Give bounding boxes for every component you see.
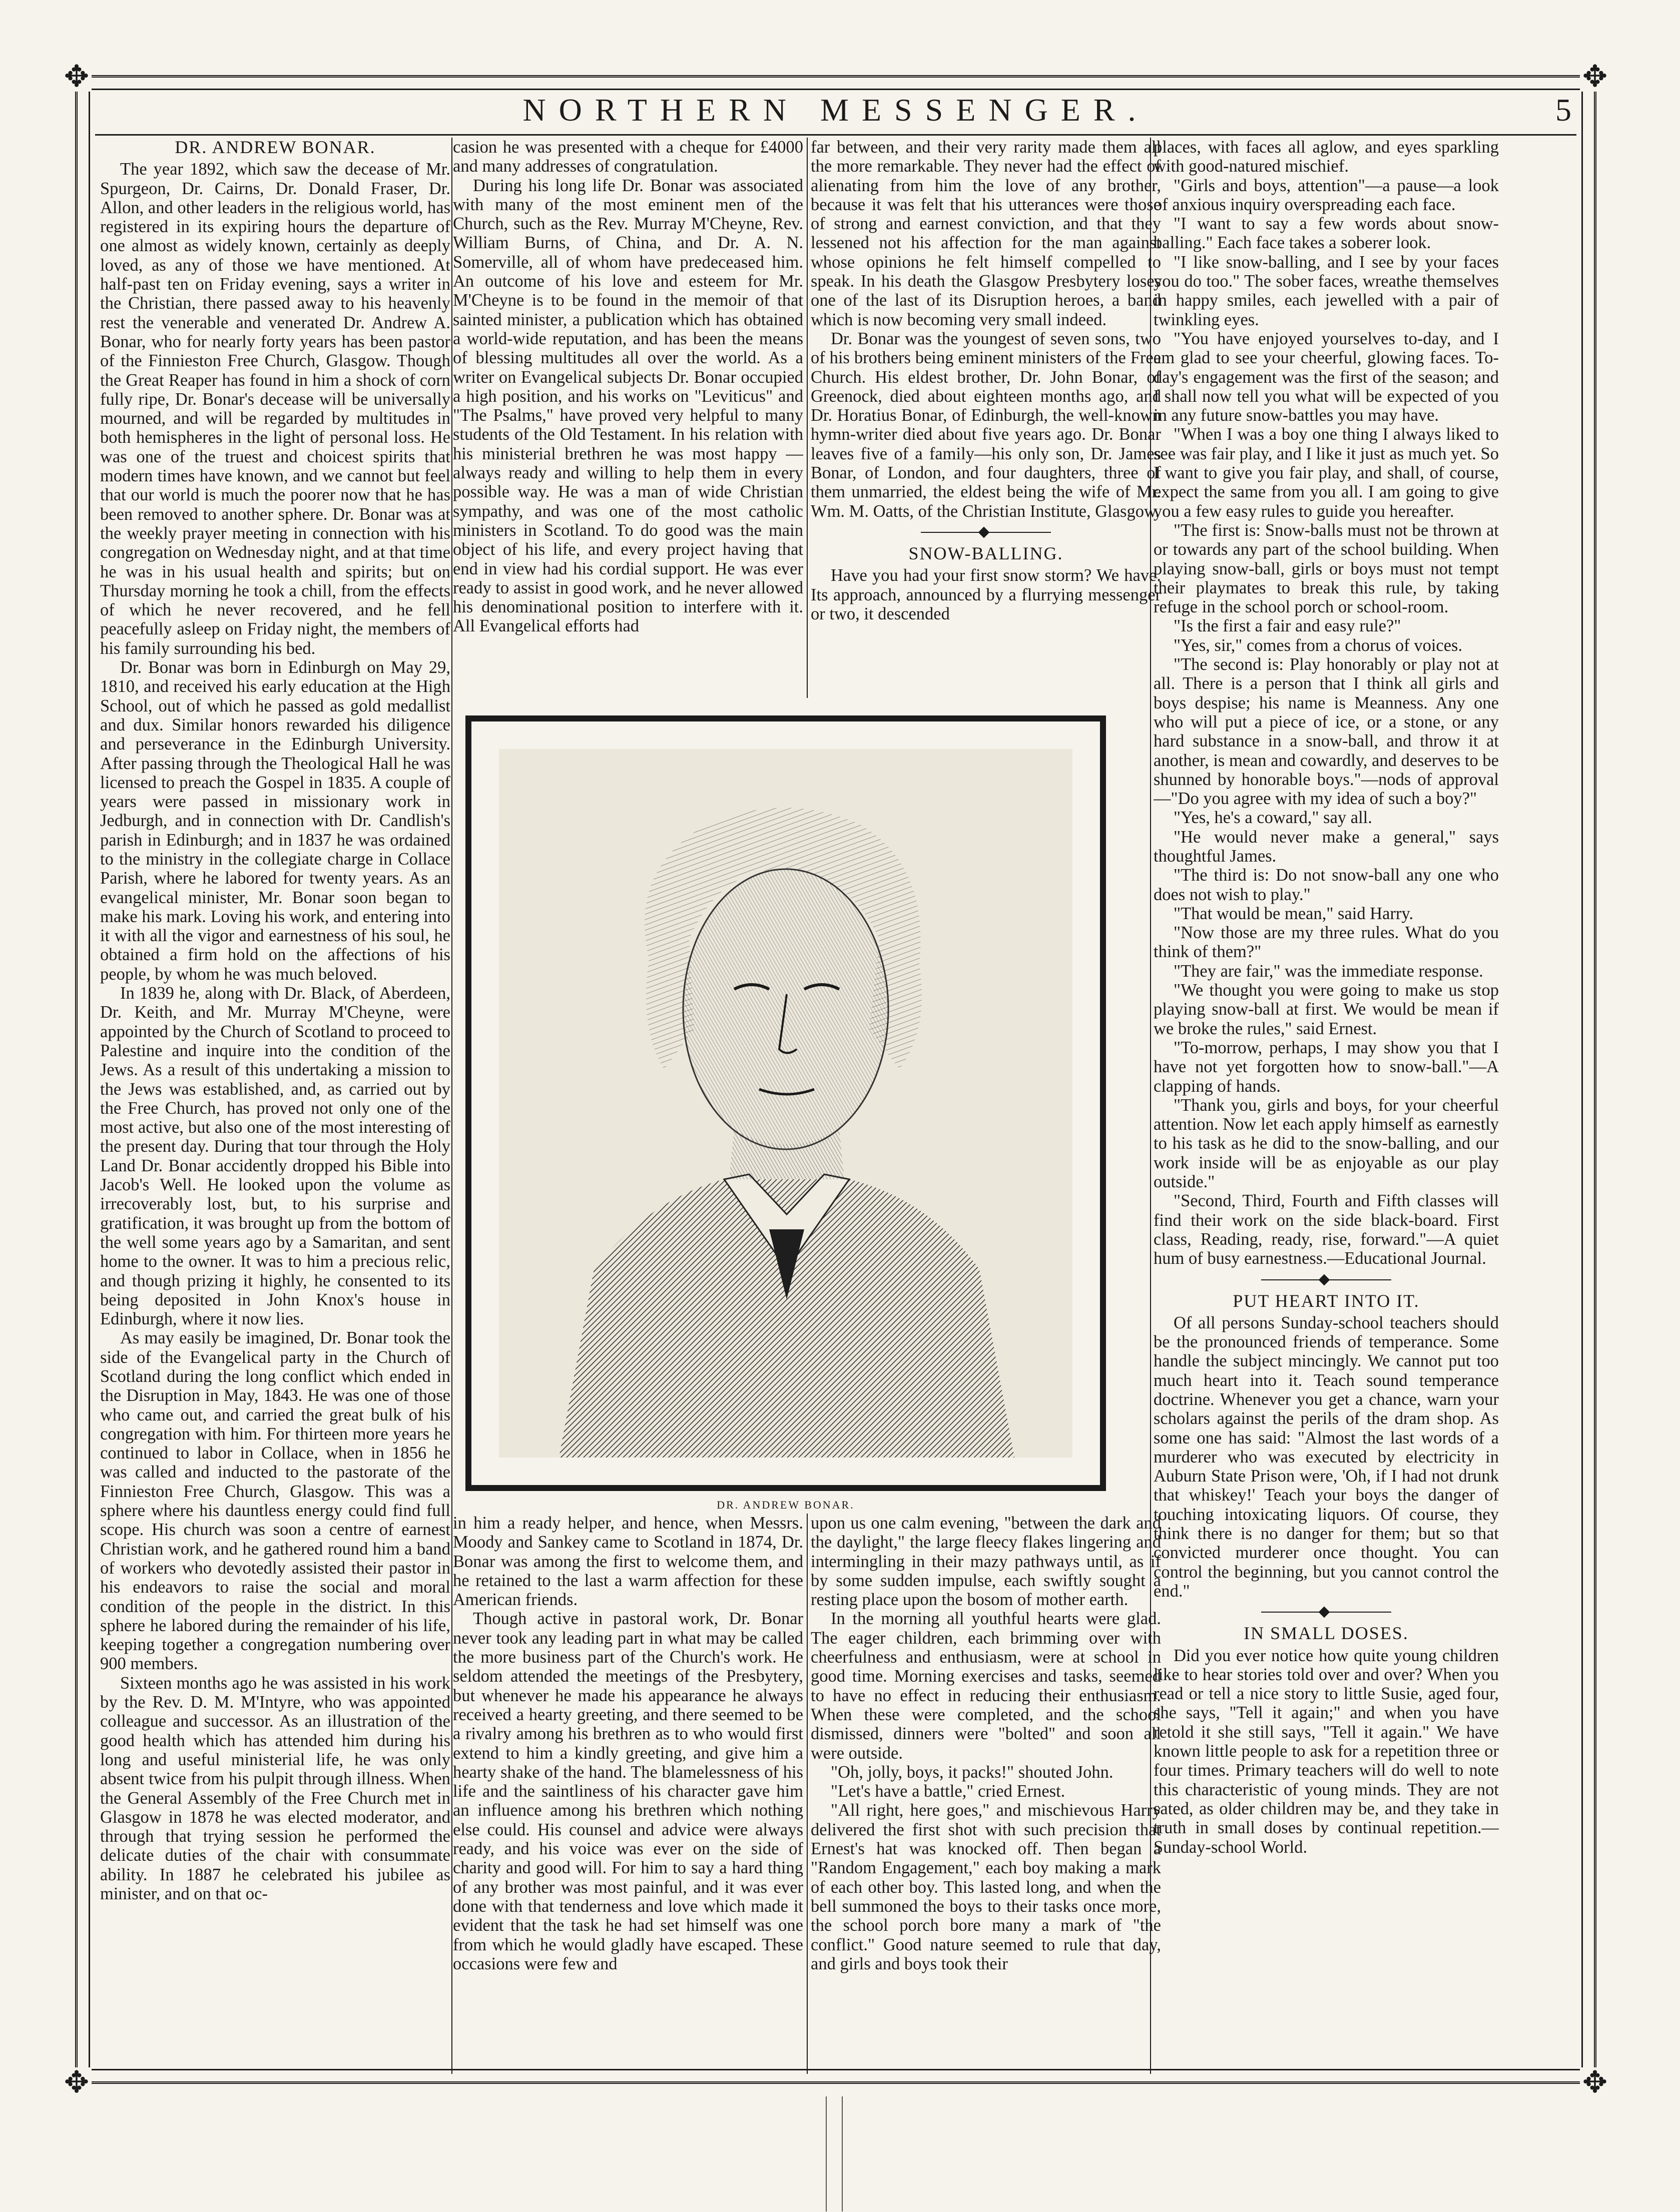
column-3-bottom <box>811 1514 1161 2069</box>
column-2-bottom <box>453 1514 803 2069</box>
paragraph: In 1839 he, along with Dr. Black, of Aberdeen, Dr. Keith, and Mr. Murray M'Cheyne, were appointed by the Church of Scotland to proceed to Palestine and inquire into the condition of the Jews. As a result of this undertaking a mission to the Jews was established, and, as carried out by the Free Church, has proved not only one of the most active, but also one of the most interesting of the present day. During that tour through the Holy Land Dr. Bonar accidently dropped his Bible into Jacob's Well. He looked upon the volume as irrecoverably lost, but, to his surprise and gratification, it was brought up from the bottom of the well some years ago by a Samaritan, and sent home to the owner. It was to him a precious relic, and though prizing it highly, he consented to its being deposited in John Knox's house in Edinburgh, where it now lies. <box>100 984 450 1329</box>
paragraph: "Yes, sir," comes from a chorus of voices. <box>1174 635 1463 655</box>
column-1 <box>100 138 450 2069</box>
paragraph: During his long life Dr. Bonar was associated with many of the most eminent men of the Church, such as the Rev. Murray M'Cheyne, Rev. William Burns, of China, and Dr. A. N. Somerville, all of whom have predeceased him. An outcome of his love and esteem for Mr. M'Cheyne is to be found in the memoir of that sainted minister, a publication which has obtained a world-wide reputation, and has been the means of blessing multitudes all over the world. As a writer on Evangelical subjects Dr. Bonar occupied a high position, and his works on "Leviticus" and "The Psalms," have proved very helpful to many students of the Old Testament. In his relation with his ministerial brethren he was most happy —always ready and willing to help them in every possible way. He was a man of wide Christian sympathy, and was one of the most catholic ministers in Scotland. To do good was the main object of his life, and every project having that end in view had his cordial support. He was ever ready to assist in good work, and he never allowed his denominational position to interfere with it. All Evangelical efforts had <box>453 176 803 636</box>
masthead-rule <box>95 134 1576 136</box>
paragraph: "All right, here goes," and mischievous Harry delivered the first shot with such precision that Ernest's hat was knocked off. Then began a "Random Engagement," each boy making a mark of each other boy. This lasted long, and when the bell summoned the boys to their tasks once more, the school porch bore many a mark of "the conflict." Good nature seemed to rule that day, and girls and boys took their <box>811 1801 1161 1973</box>
paragraph: "I want to say a few words about snow-balling." Each face takes a soberer look. <box>1154 214 1499 253</box>
corner-ornament-icon: ✥ <box>1580 2067 1610 2097</box>
newspaper-title: NORTHERN MESSENGER. <box>522 92 1149 128</box>
column-divider <box>807 1514 808 2074</box>
paragraph: Have you had your first snow storm? We have. Its approach, announced by a flurrying messenger or two, it descended <box>811 566 1161 623</box>
paragraph: "Yes, he's a coward," say all. <box>1174 808 1372 828</box>
paragraph: "To-morrow, perhaps, I may show you that I have not yet forgotten how to snow-ball."—A clapping of hands. <box>1154 1038 1499 1096</box>
paragraph: "Second, Third, Fourth and Fifth classes will find their work on the side black-board. First class, Reading, ready, rise, forward."—A quiet hum of busy earnestness.—Educational Journal. <box>1154 1191 1499 1268</box>
paragraph: The year 1892, which saw the decease of Mr. Spurgeon, Dr. Cairns, Dr. Donald Fraser, Dr. Allon, and other leaders in the religious world, has registered in its expiring hours the departure of one almost as widely known, certainly as deeply loved, as any of those we have mentioned. At half-past ten on Friday evening, says a writer in the Christian, there passed away to his heavenly rest the venerable and venerated Dr. Andrew A. Bonar, who for nearly forty years has been pastor of the Finnieston Free Church, Glasgow. Though the Great Reaper has found in him a shock of corn fully ripe, Dr. Bonar's decease will be universally mourned, and will be regarded by multitudes in both hemispheres in the light of personal loss. He was one of the truest and choicest spirits that modern times have known, and we cannot but feel that our world is much the poorer now that he has been removed to another sphere. Dr. Bonar was at the weekly prayer meeting in connection with his congregation on Wednesday night, and at that time he was in his usual health and spirits; but on Thursday morning he took a chill, from the effects of which he never recovered, and he fell peacefully asleep on Friday night, the members of his family surrounding his bed. <box>100 160 450 658</box>
article-heading-heart: PUT HEART INTO IT. <box>1233 1290 1420 1311</box>
paragraph: "Oh, jolly, boys, it packs!" shouted John. <box>831 1762 1113 1782</box>
paragraph: "Now those are my three rules. What do you think of them?" <box>1154 923 1499 962</box>
article-heading-doses: IN SMALL DOSES. <box>1244 1623 1409 1644</box>
paragraph: Dr. Bonar was the youngest of seven sons, two of his brothers being eminent ministers of the Free Church. His eldest brother, Dr. John Bonar, of Greenock, died about eighteen months ago, and Dr. Horatius Bonar, of Edinburgh, the well-known hymn-writer died about five years ago. Dr. Bonar leaves five of a family—his only son, Dr. James Bonar, of London, and four daughters, three of them unmarried, the eldest being the wife of Mr. Wm. M. Oatts, of the Christian Institute, Glasgow. <box>811 329 1161 521</box>
paragraph: "When I was a boy one thing I always liked to see was fair play, and I like it just as much yet. So I want to give you fair play, and shall, of course, expect the same from you all. I am going to give you a few easy rules to guide you hereafter. <box>1154 425 1499 521</box>
paragraph: "Thank you, girls and boys, for your cheerful attention. Now let each apply himself as earnestly to his task as he did to the snow-balling, and our work inside will be as enjoyable as our play outside." <box>1154 1095 1499 1192</box>
paragraph: far between, and their very rarity made them all the more remarkable. They never had the effect of alienating from him the love of any brother, because it was felt that his utterances were those of strong and earnest conviction, and that they lessened not his affection for the man against whose opinions he felt himself compelled to speak. In his death the Glasgow Presbytery loses one of the last of its Disruption heroes, a band which is now becoming very small indeed. <box>811 138 1161 329</box>
masthead <box>95 88 1576 133</box>
paragraph: As may easily be imagined, Dr. Bonar took the side of the Evangelical party in the Church of Scotland during the long conflict which ended in the Disruption in May, 1843. He was one of those who came out, and carried the great bulk of his congregation with him. For thirteen more years he continued to labor in Collace, when in 1856 he was called and inducted to the pastorate of the Finnieston Free Church, Glasgow. This was a sphere where his dauntless energy could find full scope. His church was soon a centre of earnest Christian work, and he gathered round him a band of workers who devotedly assisted their pastor in his endeavors to raise the social and moral condition of the people in the district. In this sphere he labored during the remainder of his life, keeping together a congregation numbering over 900 members. <box>100 1328 450 1674</box>
paragraph: "We thought you were going to make us stop playing snow-ball at first. We would be mean if we broke the rules," said Ernest. <box>1154 981 1499 1038</box>
paragraph: "They are fair," was the immediate response. <box>1174 961 1483 981</box>
paragraph: in him a ready helper, and hence, when Messrs. Moody and Sankey came to Scotland in 1874, Dr. Bonar was among the first to welcome them, and he retained to the last a warm affection for these American friends. <box>453 1514 803 1610</box>
column-4 <box>1154 138 1499 2069</box>
section-divider <box>1261 1279 1391 1280</box>
portrait-illustration <box>499 749 1072 1457</box>
corner-ornament-icon: ✥ <box>1580 62 1610 92</box>
paragraph: "Is the first a fair and easy rule?" <box>1174 616 1401 636</box>
paragraph: places, with faces all aglow, and eyes sparkling with good-natured mischief. <box>1154 138 1499 176</box>
portrait-caption <box>465 1499 1106 1512</box>
paragraph: "You have enjoyed yourselves to-day, and I am glad to see your cheerful, glowing faces. To-day's engagement was the first of the season; and I shall now tell you what will be expected of you in any future snow-battles you may have. <box>1154 329 1499 425</box>
paragraph: "Girls and boys, attention"—a pause—a look of anxious inquiry overspreading each face. <box>1154 176 1499 214</box>
corner-ornament-icon: ✥ <box>62 2067 92 2097</box>
paragraph: "The first is: Snow-balls must not be thrown at or towards any part of the school building. When playing snow-ball, girls or boys must not tempt their playmates to break this rule, by taking refuge in the school porch or school-room. <box>1154 520 1499 617</box>
portrait-engraving <box>499 749 1072 1457</box>
paragraph: "The third is: Do not snow-ball any one who does not wish to play." <box>1154 866 1499 904</box>
paragraph: "I like snow-balling, and I see by your faces you do too." The sober faces, wreathe themselves in happy smiles, each jewelled with a pair of twinkling eyes. <box>1154 252 1499 329</box>
section-divider <box>921 532 1051 533</box>
paragraph: Though active in pastoral work, Dr. Bonar never took any leading part in what may be called the more business part of the Church's work. He seldom attended the meetings of the Presbytery, but whenever he made his appearance he always received a hearty greeting, and there seemed to be a rivalry among his brethren as to who would first extend to him a kindly greeting, and give him a hearty shake of the hand. The blamelessness of his life and the saintliness of his character gave him an influence among his brethren which nothing else could. His counsel and advice were always ready, and his voice was ever on the side of charity and good will. For him to say a hard thing of any brother was most painful, and it was ever done with that tenderness and love which made it evident that the task he had set himself was one from which he would gladly have escaped. These occasions were few and <box>453 1609 803 1973</box>
column-divider <box>807 138 808 698</box>
paragraph: Of all persons Sunday-school teachers should be the pronounced friends of temperance. Some handle the subject mincingly. We cannot put too much heart into it. Teach sound temperance doctrine. Whenever you get a chance, warn your scholars against the perils of the dram shop. As some one has said: "Almost the last words of a murderer who was executed by electricity in Auburn State Prison were, 'Oh, if I had not drunk that whiskey!' Teach your boys the danger of touching intoxicating liquors. Of course, they think there is no danger for them; but so that convicted murderer once thought. You can control the beginning, but you cannot control the end." <box>1154 1313 1499 1601</box>
paragraph: In the morning all youthful hearts were glad. The eager children, each brimming over with cheerfulness and enthusiasm, were at school in good time. Morning exercises and tasks, seemed to have no effect in reducing their enthusiasm. When these were completed, and the school dismissed, dinners were "bolted" and soon all were outside. <box>811 1609 1161 1763</box>
paragraph: "The second is: Play honorably or play not at all. There is a person that I think all girls and boys despise; his name is Meanness. Any one who will put a piece of ice, or a stone, or any hard substance in a snow-ball, and throw it at another, is mean and cowardly, and deserves to be shunned by honorable boys."—nods of approval—"Do you agree with my idea of such a boy?" <box>1154 655 1499 809</box>
section-divider <box>1261 1612 1391 1613</box>
paragraph: Sixteen months ago he was assisted in his work by the Rev. D. M. M'Intyre, who was appointed colleague and successor. As an illustration of the good health which has attended him during his long and useful ministerial life, he was only absent twice from his pulpit through illness. When the General Assembly of the Free Church met in Glasgow in 1878 he was elected moderator, and through that trying session he performed the delicate duties of the chair with consummate ability. In 1887 he celebrated his jubilee as minister, and on that oc- <box>100 1673 450 1904</box>
paragraph: "He would never make a general," says thoughtful James. <box>1154 827 1499 866</box>
article-heading-snowballing: SNOW-BALLING. <box>908 543 1063 563</box>
column-divider <box>451 138 452 2074</box>
corner-ornament-icon: ✥ <box>62 62 92 92</box>
column-3-top <box>811 138 1161 698</box>
paragraph: Dr. Bonar was born in Edinburgh on May 29, 1810, and received his early education at the High School, out of which he passed as gold medallist and dux. Similar honors rewarded his diligence and perseverance in the Edinburgh University. After passing through the Theological Hall he was licensed to preach the Gospel in 1835. A couple of years were passed in missionary work in Jedburgh, and in connection with Dr. Candlish's parish in Edinburgh; and in 1837 he was ordained to the ministry in the collegiate charge in Collace Parish, where he labored for twenty years. As an evangelical minister, Mr. Bonar soon began to make his mark. Loving his work, and entering into it with all the vigor and earnestness of his soul, he obtained a firm hold on the affections of his people, by whom he was much beloved. <box>100 658 450 984</box>
article-heading-bonar: DR. ANDREW BONAR. <box>175 138 376 157</box>
paragraph: "Let's have a battle," cried Ernest. <box>831 1782 1065 1801</box>
caption-text: DR. ANDREW BONAR. <box>717 1499 855 1511</box>
binding-strip <box>826 2096 843 2211</box>
page-number: 5 <box>1555 92 1571 128</box>
portrait-frame <box>465 715 1106 1491</box>
paragraph: "That would be mean," said Harry. <box>1174 904 1414 923</box>
paragraph: Did you ever notice how quite young children like to hear stories told over and over? When you read or tell a nice story to little Susie, aged four, she says, "Tell it again;" and when you have retold it she still says, "Tell it again." We have known little people to ask for a repetition three or four times. Primary teachers will do well to note this characteristic of young minds. They are not sated, as older children may be, and they take in truth in small doses by continual repetition.—Sunday-school World. <box>1154 1646 1499 1857</box>
paragraph: casion he was presented with a cheque for £4000 and many addresses of congratulation. <box>453 138 803 176</box>
column-2-top <box>453 138 803 698</box>
paragraph: upon us one calm evening, "between the dark and the daylight," the large fleecy flakes lingering and intermingling in their mazy pathways until, as if by some sudden impulse, each swiftly sought a resting place upon the bosom of mother earth. <box>811 1514 1161 1610</box>
